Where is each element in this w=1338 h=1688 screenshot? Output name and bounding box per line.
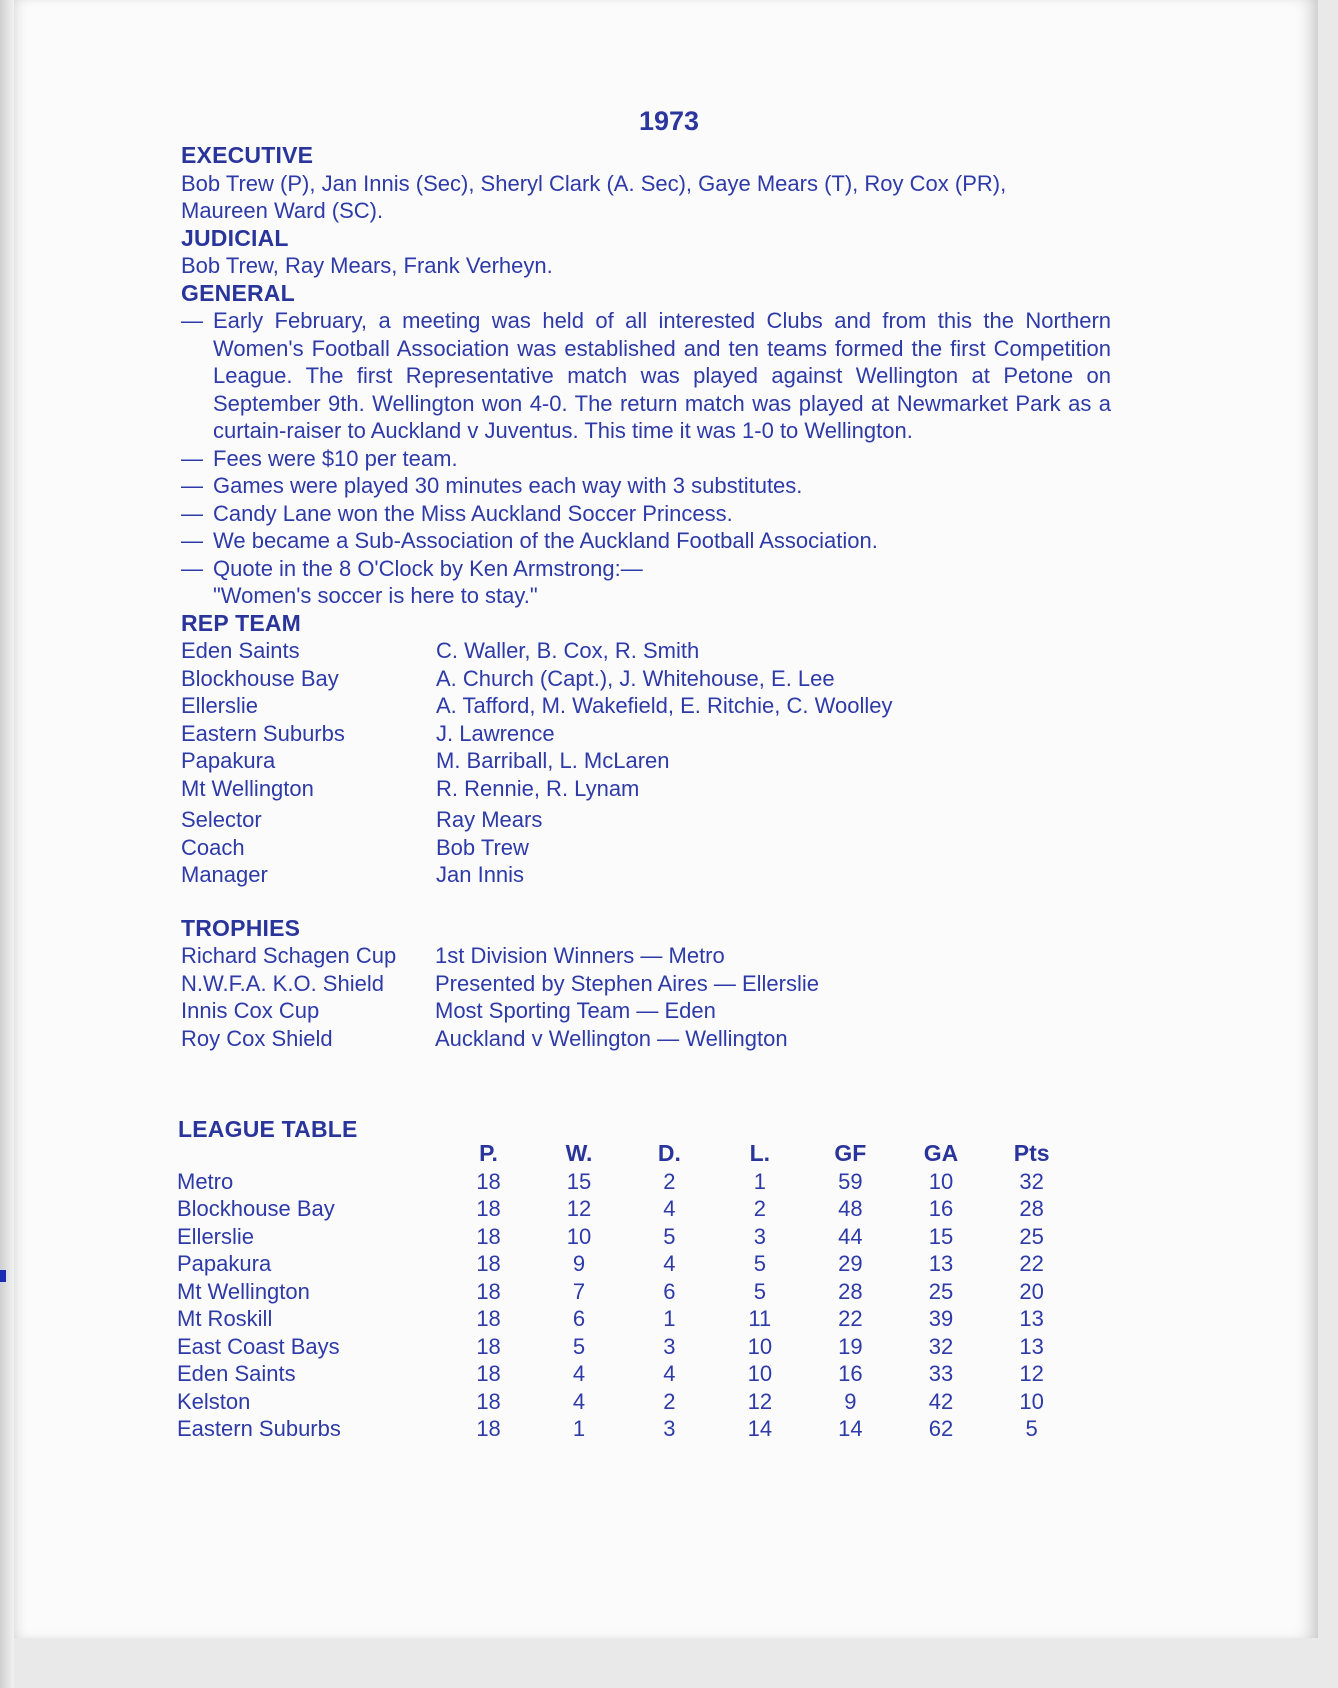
team-name: Blockhouse Bay — [177, 1196, 335, 1221]
document-body — [181, 142, 1111, 1052]
rep-team-club: Mt Wellington — [181, 775, 314, 801]
league-table — [177, 1140, 1077, 1443]
cell-lost: 12 — [747, 1388, 773, 1414]
rep-team-heading: REP TEAM — [181, 609, 302, 636]
dash-glyph: — — [181, 500, 203, 526]
cell-won: 6 — [572, 1306, 586, 1331]
cell-goals-against: 62 — [928, 1416, 954, 1441]
column-header-won: W. — [565, 1140, 593, 1166]
executive-line-1: Bob Trew (P), Jan Innis (Sec), Sheryl Clark (A. Sec), Gaye Mears (T), Roy Cox (PR), — [181, 170, 1007, 196]
cell-drawn: 4 — [663, 1361, 676, 1386]
cell-drawn: 6 — [663, 1278, 676, 1304]
team-name: Eden Saints — [177, 1361, 296, 1386]
team-name: Papakura — [177, 1251, 272, 1276]
table-row — [177, 1223, 1077, 1251]
rep-team-club: Eden Saints — [181, 638, 300, 663]
cell-played: 18 — [476, 1361, 501, 1386]
cell-goals-against: 13 — [928, 1251, 954, 1276]
general-item — [181, 472, 1111, 500]
general-item — [181, 445, 1111, 473]
rep-team-club: Papakura — [181, 748, 276, 773]
cell-drawn: 1 — [663, 1306, 676, 1331]
staff-name: Bob Trew — [436, 834, 529, 860]
cell-lost: 14 — [747, 1416, 773, 1441]
cell-goals-against: 33 — [928, 1361, 954, 1386]
column-header-played: P. — [479, 1140, 498, 1166]
cell-lost: 1 — [753, 1168, 766, 1194]
scan-mark — [0, 1270, 6, 1282]
cell-lost: 11 — [748, 1306, 772, 1331]
cell-lost: 3 — [753, 1223, 766, 1249]
cell-goals-against: 10 — [928, 1168, 954, 1194]
team-name: Mt Roskill — [177, 1306, 273, 1331]
cell-points: 13 — [1019, 1333, 1044, 1359]
cell-goals-for: 29 — [838, 1251, 863, 1276]
cell-drawn: 5 — [663, 1223, 676, 1249]
cell-goals-against: 42 — [928, 1388, 954, 1414]
trophy-detail: Most Sporting Team — Eden — [435, 998, 716, 1023]
cell-played: 18 — [476, 1223, 501, 1249]
general-item — [181, 500, 1111, 528]
trophy-name: Roy Cox Shield — [181, 1025, 333, 1051]
rep-team-staff — [181, 806, 1111, 889]
general-item — [181, 307, 1111, 445]
cell-goals-against: 25 — [928, 1278, 954, 1304]
cell-drawn: 4 — [663, 1196, 676, 1221]
general-item-text: Fees were $10 per team. — [213, 445, 458, 471]
cell-won: 12 — [566, 1196, 592, 1221]
cell-played: 18 — [476, 1333, 501, 1359]
cell-played: 18 — [476, 1196, 501, 1221]
cell-goals-for: 19 — [838, 1333, 863, 1359]
rep-team-players: C. Waller, B. Cox, R. Smith — [436, 638, 700, 663]
cell-drawn: 2 — [663, 1168, 676, 1194]
judicial-text: Bob Trew, Ray Mears, Frank Verheyn. — [181, 253, 553, 278]
cell-goals-for: 9 — [844, 1388, 857, 1414]
general-item-text: Candy Lane won the Miss Auckland Soccer Princess. — [213, 500, 733, 526]
column-header-lost: L. — [749, 1140, 771, 1166]
rep-team-players: M. Barriball, L. McLaren — [436, 748, 670, 773]
staff-name: Jan Innis — [436, 862, 525, 887]
spacer — [181, 889, 1111, 915]
rep-team-club: Ellerslie — [181, 693, 259, 718]
trophies-list — [181, 942, 1111, 1052]
dash-glyph: — — [181, 308, 203, 333]
column-header-goals-against: GA — [923, 1140, 959, 1166]
cell-won: 4 — [572, 1388, 586, 1414]
table-row — [177, 1333, 1077, 1361]
cell-won: 9 — [572, 1251, 586, 1276]
cell-goals-against: 39 — [928, 1306, 954, 1331]
cell-points: 32 — [1019, 1168, 1044, 1194]
cell-won: 15 — [566, 1168, 592, 1194]
staff-name: Ray Mears — [436, 807, 543, 832]
cell-goals-for: 14 — [838, 1416, 863, 1441]
cell-goals-for: 44 — [838, 1223, 863, 1249]
cell-goals-for: 16 — [838, 1361, 863, 1386]
cell-played: 18 — [476, 1251, 501, 1276]
table-row — [177, 1305, 1077, 1333]
cell-points: 20 — [1019, 1278, 1044, 1304]
dash-glyph: — — [181, 473, 203, 498]
page-title: 1973 — [638, 106, 700, 136]
team-name: Mt Wellington — [177, 1278, 310, 1304]
rep-team-club: Blockhouse Bay — [181, 665, 339, 691]
cell-goals-against: 16 — [928, 1196, 954, 1221]
trophy-detail: Auckland v Wellington — Wellington — [435, 1025, 788, 1051]
staff-role: Manager — [181, 862, 268, 887]
cell-points: 28 — [1019, 1196, 1044, 1221]
cell-points: 12 — [1019, 1361, 1044, 1386]
executive-line-2: Maureen Ward (SC). — [181, 198, 384, 223]
trophy-name: Innis Cox Cup — [181, 998, 320, 1023]
trophy-detail: 1st Division Winners — Metro — [435, 943, 725, 968]
general-item-text: Games were played 30 minutes each way with 3 substitutes. — [213, 473, 803, 498]
trophies-heading: TROPHIES — [181, 914, 301, 941]
cell-lost: 10 — [747, 1333, 773, 1359]
column-header-goals-for: GF — [834, 1140, 867, 1166]
cell-drawn: 2 — [663, 1388, 676, 1414]
judicial-heading: JUDICIAL — [181, 224, 289, 251]
trophy-name: N.W.F.A. K.O. Shield — [181, 970, 384, 996]
league-table-body — [177, 1168, 1077, 1443]
staff-role: Coach — [181, 834, 245, 860]
cell-drawn: 3 — [663, 1416, 676, 1441]
cell-won: 7 — [572, 1278, 586, 1304]
cell-drawn: 3 — [663, 1333, 676, 1359]
cell-goals-for: 59 — [838, 1168, 863, 1194]
cell-goals-for: 22 — [838, 1306, 863, 1331]
dash-glyph: — — [181, 528, 203, 553]
cell-lost: 5 — [753, 1278, 766, 1304]
column-header-drawn: D. — [657, 1140, 681, 1166]
general-list — [181, 307, 1111, 582]
rep-team-list — [181, 637, 1111, 802]
team-name: Eastern Suburbs — [177, 1416, 341, 1441]
cell-points: 10 — [1019, 1388, 1044, 1414]
cell-points: 13 — [1019, 1306, 1044, 1331]
cell-lost: 10 — [747, 1361, 773, 1386]
team-column-header — [177, 1140, 443, 1168]
table-row — [177, 1278, 1077, 1306]
cell-points: 25 — [1019, 1223, 1044, 1249]
cell-won: 10 — [566, 1223, 592, 1249]
cell-played: 18 — [476, 1168, 501, 1194]
cell-goals-against: 15 — [928, 1223, 954, 1249]
rep-team-players: J. Lawrence — [436, 720, 555, 746]
team-name: Metro — [177, 1168, 234, 1194]
table-row — [177, 1168, 1077, 1196]
rep-team-players: R. Rennie, R. Lynam — [436, 775, 640, 801]
dash-glyph: — — [181, 445, 203, 471]
cell-played: 18 — [476, 1416, 501, 1441]
cell-drawn: 4 — [663, 1251, 676, 1276]
general-item-text: Quote in the 8 O'Clock by Ken Armstrong:— — [213, 555, 643, 581]
cell-played: 18 — [476, 1388, 501, 1414]
general-item — [181, 555, 1111, 583]
general-item — [181, 527, 1111, 555]
rep-team-players: A. Tafford, M. Wakefield, E. Ritchie, C. Woolley — [436, 693, 893, 718]
column-header-points: Pts — [1013, 1140, 1050, 1166]
cell-goals-for: 28 — [838, 1278, 863, 1304]
cell-played: 18 — [476, 1278, 501, 1304]
league-table-heading: LEAGUE TABLE — [178, 1116, 358, 1142]
trophy-name: Richard Schagen Cup — [181, 943, 397, 968]
cell-won: 5 — [572, 1333, 586, 1359]
general-heading: GENERAL — [181, 279, 295, 306]
cell-points: 5 — [1025, 1416, 1038, 1441]
executive-heading: EXECUTIVE — [181, 142, 314, 168]
dash-glyph: — — [181, 555, 203, 581]
general-item-text: We became a Sub-Association of the Auckland Football Association. — [213, 528, 878, 553]
table-row — [177, 1250, 1077, 1278]
general-quote: "Women's soccer is here to stay." — [213, 583, 538, 608]
cell-played: 18 — [476, 1306, 501, 1331]
cell-won: 1 — [572, 1416, 586, 1441]
page-edge-shadow — [0, 0, 14, 1688]
table-row — [177, 1360, 1077, 1388]
cell-won: 4 — [572, 1361, 586, 1386]
rep-team-club: Eastern Suburbs — [181, 720, 345, 746]
general-item-text: Early February, a meeting was held of all interested Clubs and from this the Northern Women's Football Association was established and ten teams formed the first Competition League. The first Representative match was played against Wellington at Petone on September 9th. Wellington won 4-0. The return match was played at Newmarket Park as a curtain-raiser to Auckland v Juventus. This time it was 1-0 to Wellington. — [213, 308, 1111, 443]
cell-points: 22 — [1019, 1251, 1044, 1276]
team-name: Kelston — [177, 1388, 251, 1414]
table-row — [177, 1388, 1077, 1416]
cell-goals-for: 48 — [838, 1196, 863, 1221]
staff-role: Selector — [181, 807, 262, 832]
trophy-detail: Presented by Stephen Aires — Ellerslie — [435, 970, 819, 996]
team-name: East Coast Bays — [177, 1333, 340, 1359]
team-name: Ellerslie — [177, 1223, 255, 1249]
table-row — [177, 1415, 1077, 1443]
cell-lost: 5 — [753, 1251, 766, 1276]
rep-team-players: A. Church (Capt.), J. Whitehouse, E. Lee — [436, 665, 835, 691]
league-header-row — [177, 1140, 1077, 1168]
cell-lost: 2 — [753, 1196, 766, 1221]
cell-goals-against: 32 — [928, 1333, 954, 1359]
table-row — [177, 1195, 1077, 1223]
